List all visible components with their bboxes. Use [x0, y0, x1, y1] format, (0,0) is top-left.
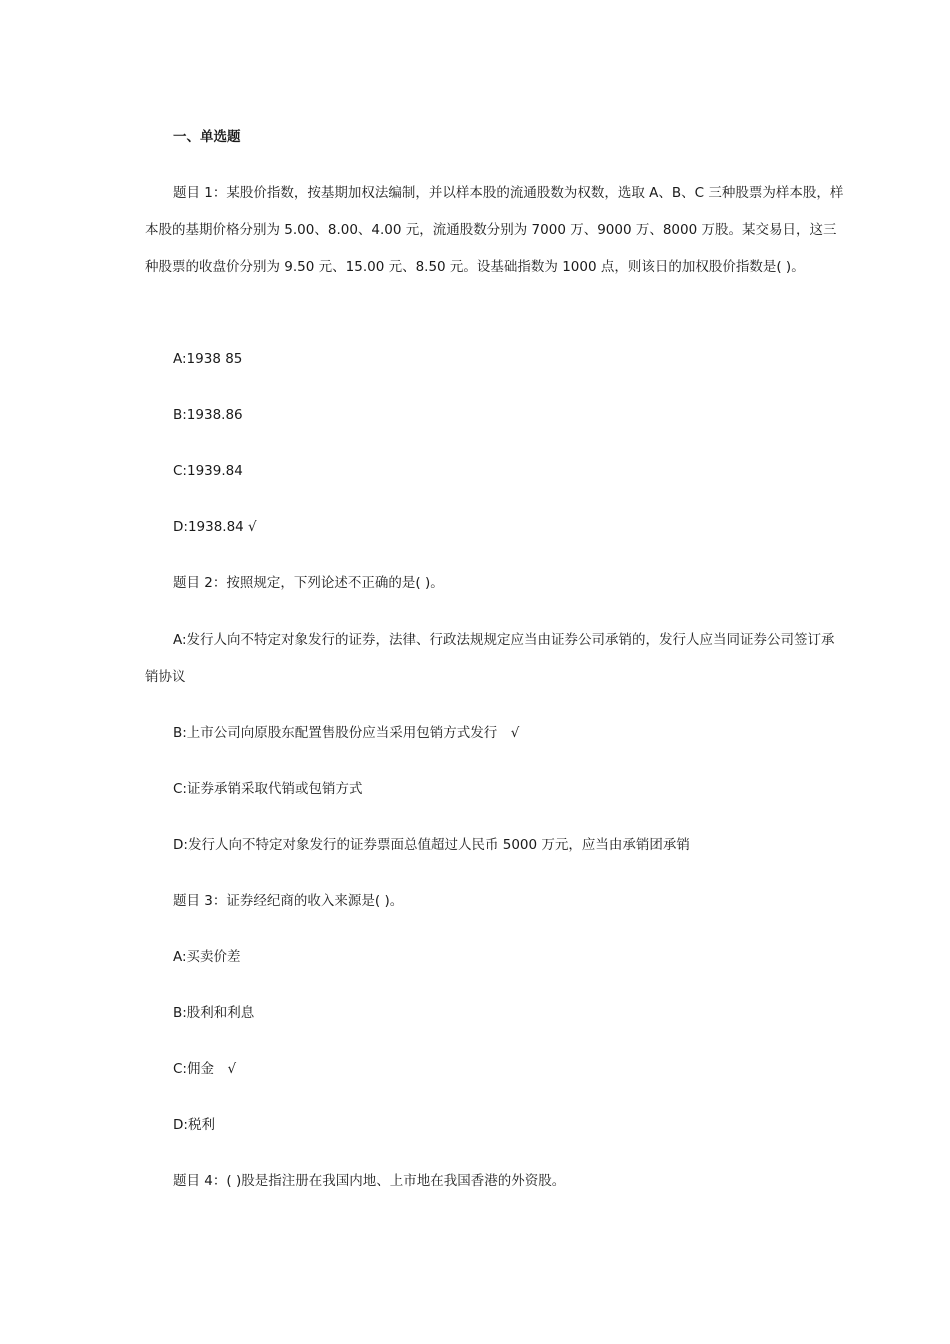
question-2-stem: 题目 2：按照规定，下列论述不正确的是( )。 [173, 575, 444, 591]
question-1-option-d: D:1938.84 √ [173, 519, 257, 535]
question-3-option-a: A:买卖价差 [173, 949, 241, 965]
question-3-option-d: D:税利 [173, 1117, 215, 1133]
question-3-option-b: B:股利和利息 [173, 1005, 255, 1021]
question-1-option-a: A:1938 85 [173, 351, 243, 367]
section-title: 一、单选题 [173, 129, 241, 145]
question-2-option-a: A:发行人向不特定对象发行的证券，法律、行政法规规定应当由证券公司承销的，发行人应当同证券公司签订承销协议 [145, 632, 835, 685]
question-2-option-b: B:上市公司向原股东配置售股份应当采用包销方式发行 √ [173, 725, 520, 741]
question-3-stem: 题目 3：证券经纪商的收入来源是( )。 [173, 893, 404, 909]
question-2-option-c: C:证券承销采取代销或包销方式 [173, 781, 363, 797]
question-2-option-d: D:发行人向不特定对象发行的证券票面总值超过人民币 5000 万元，应当由承销团承销 [173, 837, 690, 853]
question-1-option-c: C:1939.84 [173, 463, 243, 479]
question-4-stem: 题目 4：( )股是指注册在我国内地、上市地在我国香港的外资股。 [173, 1173, 566, 1189]
question-3-option-c: C:佣金 √ [173, 1061, 237, 1077]
question-1-stem: 题目 1：某股价指数，按基期加权法编制，并以样本股的流通股数为权数，选取 A、B、C 三种股票为样本股，样本股的基期价格分别为 5.00、8.00、4.00 元，流通股数分别为 7000 万、9000 万、8000 万股。某交易日，这三种股票的收盘价分别为 9.50 元、15.00 元、8.50 元。设基础指数为 1000 点，则该日的加权股价指数是( )。 [145, 185, 844, 275]
question-1-option-b: B:1938.86 [173, 407, 243, 423]
